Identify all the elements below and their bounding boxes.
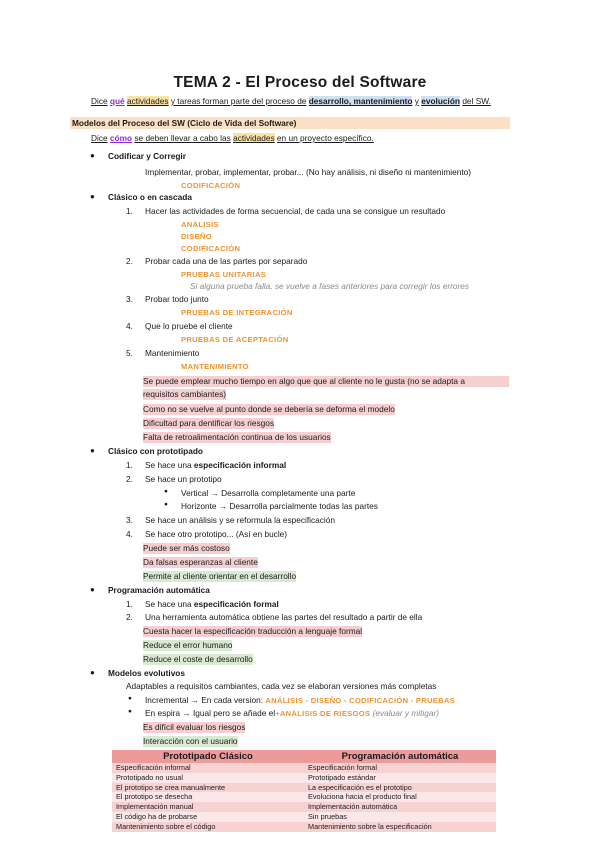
list-number: 1. [126,206,133,216]
table-row [112,783,496,793]
bullet-icon: ● [164,488,168,495]
table-cell: El código ha de probarse [112,812,304,822]
table-cell: El prototipo se crea manualmente [112,783,304,793]
intro-evolucion: evolución [421,96,460,106]
bullet-icon: ● [90,192,95,201]
con-item: Puede ser más costoso [143,543,230,553]
table-cell: Prototipado estándar [304,773,496,783]
con-item: Se puede emplear mucho tiempo en algo que que al cliente no le gusta (no se adapta a [143,376,509,387]
bullet-icon: ● [128,695,132,702]
step-emph: especificación formal [193,599,279,609]
heading-automatica: Programación automática [108,585,210,595]
bullet-icon: ● [90,668,95,677]
section-sub-text: en un proyecto específico. [276,133,374,143]
heading-codificar: Codificar y Corregir [108,151,186,161]
table-cell: Implementación manual [112,802,304,812]
tag-pruebas: PRUEBAS [415,696,456,705]
page-title: TEMA 2 - El Proceso del Software [173,74,427,91]
intro-desarrollo: desarrollo [308,96,349,106]
section-actividades: actividades [233,133,275,143]
prototipado-step-1 [145,460,286,471]
con-item: Da falsas esperanzas al cliente [143,557,258,567]
list-number: 3. [126,294,133,304]
table-cell: Mantenimiento sobre el código [112,822,304,832]
prototipado-step-4: Se hace otro prototipo... (Así en bucle) [145,529,288,539]
tag-codificacion: CODIFICACIÓN [349,696,409,705]
tag-analisis: ANÁLISIS [181,220,219,229]
section-heading [70,117,510,129]
item-text: Incremental → En cada version: [145,695,264,705]
pro-item: Reduce el coste de desarrollo [143,654,253,664]
dash: - [305,696,309,705]
con-item: requisitos cambiantes) [143,389,227,399]
table-row [112,773,496,783]
evolutivos-desc: Adaptables a requisitos cambiantes, cada vez se elaboran versiones más completas [126,681,437,691]
table-row [112,812,496,822]
section-como: cómo [109,133,133,143]
list-number: 5. [126,348,133,358]
list-number: 4. [126,321,133,331]
tag-analisis: ANÁLISIS [265,696,304,705]
prototipo-horizonte: Horizonte → Desarrolla parcialmente todas las partes [181,501,378,511]
list-number: 2. [126,256,133,266]
tag-diseno: DISEÑO [310,696,342,705]
evolutivo-incremental [145,695,455,706]
table-row [112,802,496,812]
prototipado-step-3: Se hace un análisis y se reformula la especificación [145,515,336,525]
dash: - [343,696,347,705]
intro-text: Dice [91,96,108,106]
list-number: 1. [126,599,133,609]
tag-pruebas-aceptacion: PRUEBAS DE ACEPTACIÓN [181,335,289,344]
tag-codificacion: CODIFICACIÓN [181,244,241,253]
automatica-step-2: Una herramienta automática obtiene las partes del resultado a partir de ella [145,612,423,622]
list-number: 2. [126,474,133,484]
intro-text: y [414,96,419,106]
heading-cascada: Clásico o en cascada [108,192,192,202]
codificar-desc: Implementar, probar, implementar, probar... (No hay análisis, ni diseño ni mantenimiento) [145,167,472,177]
comparison-table [112,750,496,832]
dash: - [410,696,414,705]
section-sub-text: se deben llevar a cabo las [134,133,231,143]
bullet-icon: ● [128,708,132,715]
list-number: 1. [126,460,133,470]
table-row [112,792,496,802]
con-item: Cuesta hacer la especificación traducción a lenguaje formal [143,626,363,636]
con-item: Es difícil evaluar los riesgos [143,722,246,732]
table-cell: El prototipo se desecha [112,792,304,802]
table-cell: Mantenimiento sobre la especificación [304,822,496,832]
step-text: Se hace una [145,599,192,609]
table-cell: Sin pruebas [304,812,496,822]
cascada-step-2: Probar cada una de las partes por separado [145,256,308,266]
section-heading-text: Modelos del Proceso del SW (Ciclo de Vida del Software) [72,118,297,128]
cascada-step-3: Probar todo junto [145,294,209,304]
tag-codificacion: CODIFICACIÓN [181,181,241,190]
prototipo-vertical: Vertical → Desarrolla completamente una parte [181,488,356,498]
tag-diseno: DISEÑO [181,232,212,241]
tag-pruebas-unitarias: PRUEBAS UNITARIAS [181,270,267,279]
intro-line [91,96,491,107]
list-number: 4. [126,529,133,539]
heading-evolutivos: Modelos evolutivos [108,668,185,678]
automatica-step-1 [145,599,279,610]
cascada-step-4: Que lo pruebe el cliente [145,321,233,331]
table-header-prototipado: Prototipado Clásico [112,750,304,763]
table-row [112,763,496,773]
table-cell: Especificación informal [112,763,304,773]
list-number: 3. [126,515,133,525]
pro-item: Permite al cliente orientar en el desarrollo [143,571,297,581]
bullet-icon: ● [90,151,95,160]
item-note: (evaluar y mitigar) [372,708,440,718]
bullet-icon: ● [90,446,95,455]
con-item: Como no se vuelve al punto donde se debería se deforma el modelo [143,404,395,414]
table-header-automatica: Programación automática [304,750,496,763]
table-cell: La especificación es el prototipo [304,783,496,793]
intro-que: qué [109,96,125,106]
step-text: Se hace una [145,460,192,470]
tag-analisis-riesgos: +ANÁLISIS DE RIESGOS [275,709,371,718]
list-number: 2. [126,612,133,622]
intro-text: y tareas forman parte del proceso de [170,96,307,106]
item-text: En espira → Igual pero se añade el [145,708,276,718]
intro-mantenimiento: , mantenimiento [348,96,413,106]
prototipado-step-2: Se hace un prototipo [145,474,222,484]
table-cell: Implementación automática [304,802,496,812]
intro-text: del SW. [462,96,491,106]
table-cell: Evoluciona hacia el producto final [304,792,496,802]
cascada-note: Si alguna prueba falla, se vuelve a fases anteriores para corregir los errores [190,281,470,291]
pro-item: Reduce el error humano [143,640,233,650]
cascada-step-1: Hacer las actividades de forma secuencial, de cada una se consigue un resultado [145,206,446,216]
con-item: Dificultad para dentificar los riesgos [143,418,274,428]
pro-item: Interacción con el usuario [143,736,238,746]
evolutivo-espiral [145,708,439,719]
heading-prototipado: Clásico con prototipado [108,446,203,456]
section-sub-text: Dice [91,133,108,143]
table-cell: Prototipado no usual [112,773,304,783]
cascada-step-5: Mantenimiento [145,348,200,358]
step-emph: especificación informal [193,460,287,470]
tag-mantenimiento: MANTENIMIENTO [181,362,249,371]
tag-pruebas-integracion: PRUEBAS DE INTEGRACIÓN [181,308,293,317]
section-sub-line [91,133,374,144]
bullet-icon: ● [164,501,168,508]
table-cell: Especificación formal [304,763,496,773]
intro-actividades: actividades [127,96,169,106]
bullet-icon: ● [90,585,95,594]
table-row [112,822,496,832]
con-item: Falta de retroalimentación continua de los usuarios [143,432,331,442]
